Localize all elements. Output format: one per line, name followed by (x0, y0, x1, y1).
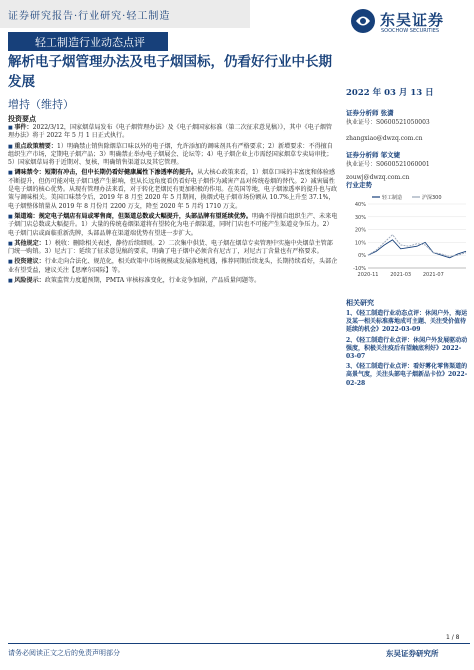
y-tick-label: 20% (354, 227, 366, 234)
logo-english: SOOCHOW SECURITIES (381, 28, 440, 34)
y-tick-label: 10% (354, 240, 366, 247)
paragraph-policy: ■ 重点政策精要：1）明确禁止销售除烟草口味以外的电子烟，允许添加的调味剂具有严格要求；2）新增要求：不得擅自组织生产市场，定期电子烟产品；3）明确禁止举办电子烟展会、论坛等；4）电子烟企业上市需经国家烟草专卖局审批；5）国家烟草局将于近期对、复核，明确销售渠道以及其它管理。 (8, 143, 338, 168)
footer-disclaimer: 请务必阅读正文之后的免责声明部分 (8, 649, 120, 657)
paragraph-advice: ■ 投资建议：行业走向合法化、规范化，相关政策中市场规模或发展落地机遇，推荐同期后续龙头，长期持续看好，头部企业有望受益，建议关注【思摩尔国际】等。 (8, 258, 338, 275)
paragraph-channel: ■ 渠道端：规定电子烟店有局或零售商，但渠道总数或大幅提升，头部品牌有望延续优势。明确不得擅自组织生产、未来电子烟门店总数或大幅提升。1）大量的传统卷烟渠道将有望转化为电子烟渠道，同时门店也不可能产生渠道竞争压力。2）电子烟门店或面临重新洗牌，头部品牌在渠道端优势有望进一步扩大。 (8, 213, 338, 238)
x-tick-label: 2021-03 (390, 272, 412, 278)
breadcrumb: 证券研究报告·行业研究·轻工制造 (8, 11, 171, 22)
report-headline: 解析电子烟管理办法及电子烟国标，仍看好行业中长期发展 (8, 54, 332, 90)
rating: 增持（维持） (8, 98, 74, 111)
footer-brand: 东吴证券研究所 (386, 649, 439, 658)
page-number: 1 / 8 (446, 634, 460, 641)
legend-label: 沪深300 (422, 195, 442, 201)
trend-chart (346, 190, 470, 280)
analyst-2: 证券分析师 邹文婕 执业证号：S0600521060001 zouwj@dwzq.com.cn (346, 151, 430, 181)
related-title: 相关研究 (346, 299, 374, 307)
related-item[interactable]: 3、《轻工制造行业点评：看好雾化零售渠道的高景气度，关注头部电子烟新品卡位》2022-02-28 (346, 363, 468, 387)
paragraph-event: ■ 事件：2022/3/12，国家烟草局发布《电子烟管理办法》及《电子烟国家标准（第二次征求意见稿）》，其中《电子烟管理办法》将于 2022 年 5 月 1 日正式执行。 (8, 124, 338, 141)
brand-logo (350, 6, 470, 46)
y-tick-label: 30% (354, 214, 366, 221)
legend-label: 轻工制造 (382, 195, 403, 201)
logo-name: 东吴证券 (380, 11, 445, 29)
analyst-2-email[interactable]: zouwj@dwzq.com.cn (346, 174, 410, 181)
analyst-1-email[interactable]: zhangxiao@dwzq.com.cn (346, 135, 423, 142)
y-tick-label: 0% (358, 253, 366, 260)
paragraph-flavor: ■ 调味禁令：短期有冲击，但中长期仍看好健康属性下渗透率的提升。从大核心政策来看，1）烟草口味的丰富度和体验感不断提升，但仍可能对电子烟口感产生影响，但从长远角度看仍看好电子烟作为减害产品对传统卷烟的替代。2）减害属性是电子烟的核心优势。从现有管理办法来看，对于转化老烟民有更加积极的作用。在英国等地，电子烟渗透率的提升也与政策与调味相关。美国口味禁令后，2019 年 8 月至 2020 年 5 月期间，换烟式电子烟市场份额从 10.7%上升至 37.1%，电子烟整体销量从 2019 年 8 月份月 2200 万支，降至 2020 年 5 月约 1710 万支。 (8, 169, 338, 210)
series-line-2 (368, 235, 466, 257)
logo-mark-icon (350, 8, 376, 34)
x-tick-label: 2021-07 (422, 272, 444, 278)
paragraph-other: ■ 其他规定：1）税收：删除相关表述，静待后续细则。2）二次集中供货、电子烟在烟草专卖管理中实施中央烟草主管部门统一购销。3）尼古丁：延续了征求意见稿的要求，明确了电子烟中必须含有尼古丁，对尼古丁含量也有严格要求。 (8, 240, 338, 257)
related-item[interactable]: 1、《轻工制造行业动态点评：休闲户外，海运及某一相关标准落地成可主题、关注受价值待延续的机会》2022-03-09 (346, 310, 468, 334)
footer-divider (8, 643, 470, 644)
analyst-1: 证券分析师 张潇 执业证号：S0600521050003 zhangxiao@dwzq.com.cn (346, 109, 430, 142)
chart-title: 行业走势 (346, 181, 372, 189)
related-list (346, 310, 470, 390)
report-date: 2022 年 03 月 13 日 (346, 88, 434, 98)
related-item[interactable]: 2、《轻工制造行业点评：休闲户外发展驱动动强度，积极关注疫后有望触底利好》2022-03-07 (346, 336, 468, 361)
report-body (8, 124, 338, 287)
x-tick-label: 2020-11 (357, 272, 379, 278)
y-tick-label: 40% (354, 202, 366, 208)
paragraph-risk: ■ 风险提示：政策监管力度超预期，PMTA 审核标准变化，行业竞争加剧，产品质量问题等。 (8, 277, 338, 285)
report-type-banner (8, 32, 168, 51)
report-type: 轻工制造行业动态点评 (35, 36, 145, 49)
y-tick-label: -10% (353, 266, 366, 272)
section-label: 投资要点 (8, 115, 36, 123)
